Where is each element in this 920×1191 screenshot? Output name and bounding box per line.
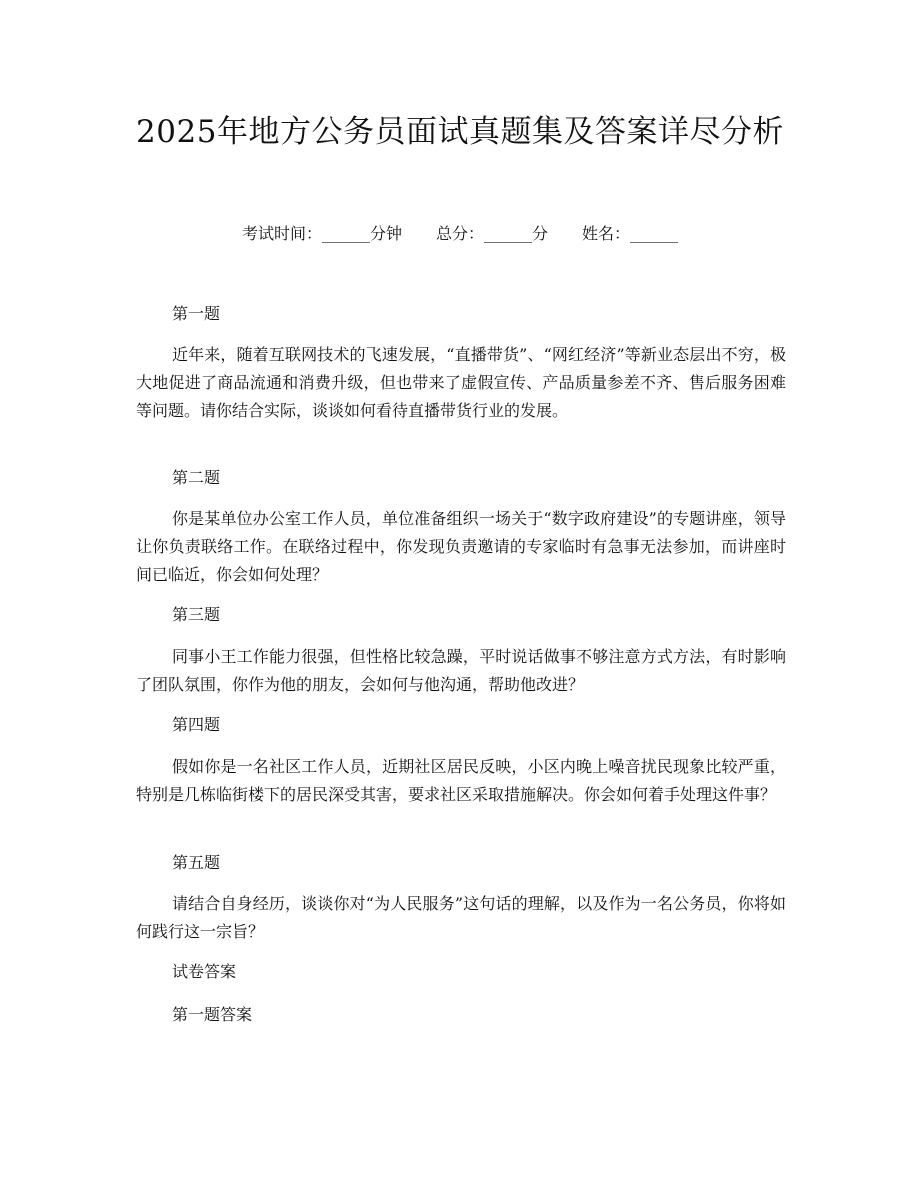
question-4-heading: 第四题 xyxy=(172,715,221,734)
answers-heading: 试卷答案 xyxy=(172,962,237,981)
question-1-text: 近年来，随着互联网技术的飞速发展，“直播带货”、“网红经济”等新业态层出不穷，极大地促进了商品流通和消费升级，但也带来了虚假宣传、产品质量参差不齐、售后服务困难等问题。请你结合实际，谈谈如何看待直播带货行业的发展。 xyxy=(136,345,786,420)
question-2-heading: 第二题 xyxy=(172,468,221,487)
question-3-heading: 第三题 xyxy=(172,605,221,624)
question-2-text: 你是某单位办公室工作人员，单位准备组织一场关于“数字政府建设”的专题讲座，领导让你负责联络工作。在联络过程中，你发现负责邀请的专家临时有急事无法参加，而讲座时间已临近，你会如何处理？ xyxy=(136,509,786,584)
total-score-field: 总分：______分 xyxy=(435,224,548,243)
question-5-text: 请结合自身经历，谈谈你对“为人民服务”这句话的理解，以及作为一名公务员，你将如何践行这一宗旨？ xyxy=(136,894,786,941)
document-title: 2025年地方公务员面试真题集及答案详尽分析 xyxy=(136,114,784,150)
question-3-text: 同事小王工作能力很强，但性格比较急躁，平时说话做事不够注意方式方法，有时影响了团队氛围，你作为他的朋友，会如何与他沟通，帮助他改进？ xyxy=(136,647,786,694)
exam-time-field: 考试时间：______分钟 xyxy=(241,224,402,243)
question-4-text: 假如你是一名社区工作人员，近期社区居民反映，小区内晚上噪音扰民现象比较严重，特别是几栋临街楼下的居民深受其害，要求社区采取措施解决。你会如何着手处理这件事？ xyxy=(136,757,786,804)
answer-1-heading: 第一题答案 xyxy=(172,1005,253,1024)
exam-info-line xyxy=(0,222,920,246)
question-1-heading: 第一题 xyxy=(172,304,221,323)
question-5-heading: 第五题 xyxy=(172,853,221,872)
name-field: 姓名：______ xyxy=(582,224,679,243)
